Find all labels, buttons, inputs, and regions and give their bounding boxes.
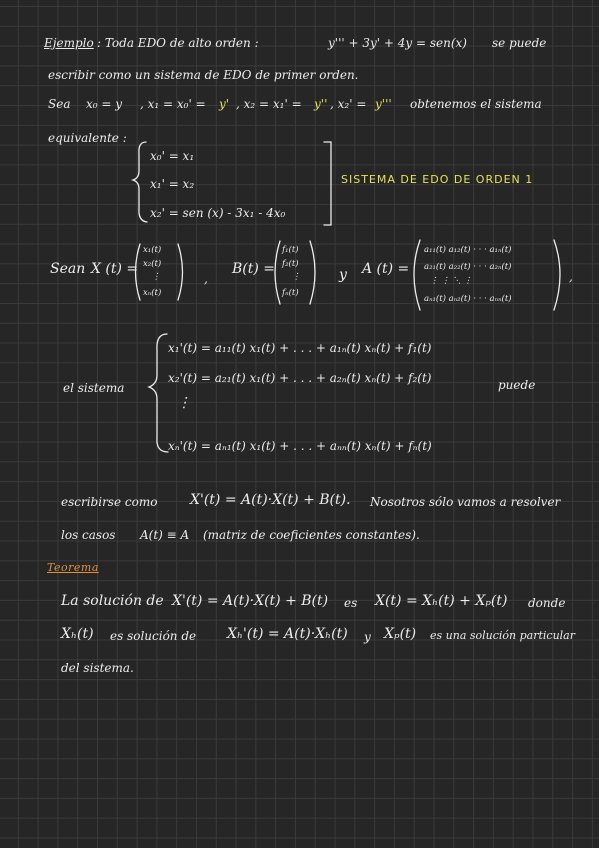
system2-dots: ⋮ [177, 395, 191, 411]
a-matrix-row: ⋮ ⋮ ⋱ ⋮ [430, 276, 473, 286]
system1-eq1: x₀' = x₁ [150, 149, 195, 163]
a-matrix-row: a₂₁(t) a₂₂(t) · · · a₂ₙ(t) [424, 262, 512, 272]
y-word: y [339, 267, 347, 283]
x-vector-entry: ⋮ [152, 272, 161, 282]
escribirse-text: escribirse como [61, 495, 158, 509]
example-label: Ejemplo [44, 36, 94, 50]
system1-left-brace [133, 142, 147, 222]
x1-value: y' [219, 97, 230, 111]
x-vector-right-paren [178, 244, 183, 300]
teorema-heading: Teorema [47, 561, 99, 574]
line3-tail: obtenemos el sistema [410, 97, 542, 111]
system1-note: SISTEMA DE EDO DE ORDEN 1 [341, 173, 534, 186]
casos-text: los casos [61, 528, 116, 542]
x-vector-label: X (t) = [91, 261, 139, 277]
system2-eq3: xₙ'(t) = aₙ₁(t) x₁(t) + . . . + aₙₙ(t) xₙ(t) + fₙ(t) [168, 439, 432, 453]
b-vector-right-paren [310, 241, 315, 304]
b-vector-entry: fₙ(t) [282, 288, 299, 298]
system1-eq2: x₁' = x₂ [150, 177, 195, 191]
donde-word: donde [528, 596, 566, 610]
x1-definition: , x₁ = x₀' = [140, 97, 206, 111]
b-vector-entry: ⋮ [292, 272, 301, 282]
system1-eq3: x₂' = sen (x) - 3x₁ - 4x₀ [150, 206, 286, 220]
b-vector-left-paren [275, 241, 280, 304]
matrix-equation: X'(t) = A(t)·X(t) + B(t). [190, 492, 351, 508]
system1-right-bracket [324, 142, 331, 225]
thm-intro-text: La solución de [61, 593, 164, 609]
x-vector-entry: x₁(t) [143, 245, 162, 255]
example-tail-text: se puede [492, 36, 547, 50]
system2-left-brace [149, 334, 168, 452]
line2-text: escribir como un sistema de EDO de primer orden. [48, 68, 359, 82]
y-word: y [364, 630, 371, 644]
es-word: es [344, 596, 358, 610]
x-vector-entry: x₂(t) [143, 259, 162, 269]
a-matrix-right-paren [554, 240, 560, 310]
end-comma: , [569, 270, 573, 284]
a-matrix-label: A (t) = [362, 261, 410, 277]
b-vector-entry: f₂(t) [282, 259, 299, 269]
del-sistema-text: del sistema. [61, 661, 134, 675]
sean-word: Sean [50, 261, 86, 277]
xh-term: Xₕ(t) [61, 626, 94, 642]
a-matrix-left-paren [414, 240, 420, 310]
es-solucion-text: es solución de [110, 629, 197, 643]
example-equation: y''' + 3y' + 4y = sen(x) [328, 36, 467, 50]
example-intro-text: : Toda EDO de alto orden : [97, 36, 259, 50]
nosotros-text: Nosotros sólo vamos a resolver [370, 495, 561, 509]
sea-word: Sea [48, 97, 71, 111]
particular-text: es una solución particular [430, 629, 576, 642]
x2-definition: , x₂ = x₁' = [236, 97, 302, 111]
thm-solution-equation: X(t) = Xₕ(t) + Xₚ(t) [375, 593, 508, 609]
a-matrix-row: aₙ₁(t) aₙ₂(t) · · · aₙₙ(t) [424, 294, 512, 304]
el-sistema-text: el sistema [63, 381, 125, 395]
thm-equation: X'(t) = A(t)·X(t) + B(t) [172, 593, 329, 609]
x2-value: y'' [314, 97, 328, 111]
x0-definition: x₀ = y [86, 97, 123, 111]
a-matrix-row: a₁₁(t) a₁₂(t) · · · a₁ₙ(t) [424, 245, 512, 255]
b-vector-entry: f₁(t) [282, 245, 299, 255]
x-vector-entry: xₙ(t) [143, 288, 162, 298]
xp-term: Xₚ(t) [384, 626, 417, 642]
homogeneous-equation: Xₕ'(t) = A(t)·Xₕ(t) [227, 626, 348, 642]
comma: , [204, 272, 208, 286]
matriz-text: (matriz de coeficientes constantes). [203, 528, 420, 542]
system2-eq1: x₁'(t) = a₁₁(t) x₁(t) + . . . + a₁ₙ(t) xₙ(t) + f₁(t) [168, 341, 432, 355]
x3-value: y''' [375, 97, 392, 111]
equivalente-text: equivalente : [48, 131, 127, 145]
constant-a-equation: A(t) ≡ A [140, 528, 190, 542]
puede-text: puede [498, 378, 536, 392]
x3-definition: , x₂' = [330, 97, 367, 111]
b-vector-label: B(t) = [232, 261, 276, 277]
system2-eq2: x₂'(t) = a₂₁(t) x₁(t) + . . . + a₂ₙ(t) xₙ(t) + f₂(t) [168, 371, 432, 385]
